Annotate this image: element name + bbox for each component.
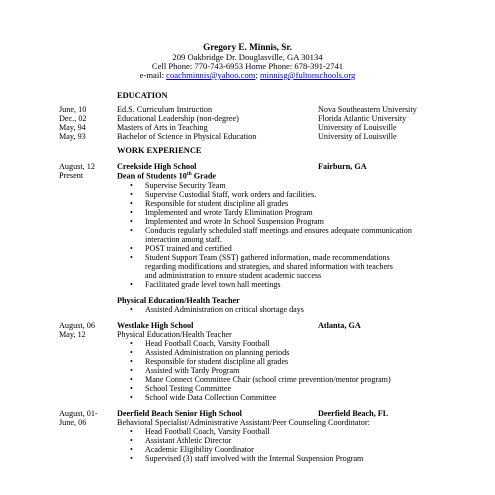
list-item: • Responsible for student discipline all grades xyxy=(145,200,288,208)
address: 209 Oakbridge Dr. Douglasville, GA 30134 xyxy=(172,52,323,62)
education-date: June, 10 xyxy=(59,105,87,114)
list-item: • Head Football Coach, Varsity Football xyxy=(145,340,270,348)
job-date-start: August, 12 xyxy=(59,162,95,171)
email-line xyxy=(0,71,495,80)
education-date: Dec., 02 xyxy=(59,114,87,123)
list-item: • Supervise Security Team xyxy=(145,182,226,190)
list-item: • School wide Data Collection Committee xyxy=(145,394,276,402)
list-item: • Implemented and wrote Tardy Elimination Program xyxy=(145,209,313,217)
list-item: • Implemented and wrote In School Suspension Program xyxy=(145,218,324,226)
list-item: • Assisted Administration on planning periods xyxy=(145,349,289,357)
list-item: • Assisted Administration on critical shortage days xyxy=(145,306,304,314)
list-item: • Academic Eligibility Coordinator xyxy=(145,446,254,454)
list-item: • Assisted with Tardy Program xyxy=(145,367,239,375)
list-item: • Head Football Coach, Varsity Football xyxy=(145,428,270,436)
list-item: • Mane Connect Committee Chair (school crime prevention/mentor program) xyxy=(145,376,391,384)
job-title-superscript: th xyxy=(186,171,192,177)
list-item: • Student Support Team (SST) gathered information, made recommendations xyxy=(145,254,390,262)
list-item: • Responsible for student discipline all grades xyxy=(145,358,288,366)
education-degree: Bachelor of Science in Physical Education xyxy=(117,132,257,141)
job-date-start: August, 06 xyxy=(59,321,95,330)
employer-location: Fairburn, GA xyxy=(318,162,367,171)
job-title: Physical Education/Health Teacher xyxy=(117,330,232,339)
employer-name: Westlake High School xyxy=(117,321,194,330)
education-degree: Masters of Arts in Teaching xyxy=(117,123,208,132)
job-date-end: May, 12 xyxy=(59,330,86,339)
email-label: e-mail: xyxy=(139,70,164,80)
list-item: • Supervised (3) staff involved with the Internal Suspension Program xyxy=(145,455,363,463)
resume-name: Gregory E. Minnis, Sr. xyxy=(203,42,292,52)
education-date: May, 94 xyxy=(59,123,86,132)
employer-name: Creekside High School xyxy=(117,162,197,171)
employer-location: Atlanta, GA xyxy=(318,321,361,330)
education-degree: Educational Leadership (non-degree) xyxy=(117,114,239,123)
education-degree: Ed.S. Curriculum Instruction xyxy=(117,105,213,114)
job-title-text: Dean of Students 10 xyxy=(117,171,187,181)
list-item: • School Testing Committee xyxy=(145,385,231,393)
job-date-end: Present xyxy=(59,171,84,180)
education-heading: EDUCATION xyxy=(117,91,168,100)
education-school: University of Louisville xyxy=(318,123,397,132)
education-school: University of Louisville xyxy=(318,132,397,141)
employer-location: Deerfield Beach, FL xyxy=(318,409,389,418)
job-title: Behavioral Specialist/Administrative Assistant/Peer Counseling Coordinator: xyxy=(117,418,370,427)
list-item: • Conducts regularly scheduled staff meetings and ensures adequate communication xyxy=(145,227,412,235)
job-title xyxy=(117,172,216,181)
education-school: Nova Southeastern University xyxy=(318,105,417,114)
email-link-fulton[interactable]: minnisg@fultonschools.org xyxy=(259,70,356,80)
phone-numbers: Cell Phone: 770-743-6953 Home Phone: 678-391-2741 xyxy=(151,61,344,71)
education-school: Florida Atlantic University xyxy=(318,114,407,123)
list-item: • POST trained and certified xyxy=(145,245,232,253)
email-separator: ; xyxy=(255,70,258,80)
list-item-continuation: interaction among staff. xyxy=(145,235,222,244)
education-date: May, 93 xyxy=(59,132,86,141)
list-item: • Assistant Athletic Director xyxy=(145,437,231,445)
job-title-grade: Grade xyxy=(191,171,217,181)
job-date-start: August, 01- xyxy=(59,409,98,418)
job-subtitle: Physical Education/Health Teacher xyxy=(117,296,240,305)
job-date-end: June, 06 xyxy=(59,418,87,427)
email-link-yahoo[interactable]: coachminnis@yahoo.com xyxy=(166,70,256,80)
work-experience-heading: WORK EXPERIENCE xyxy=(117,146,202,155)
list-item-continuation: and administration to ensure student academic success xyxy=(145,271,322,280)
list-item: • Facilitated grade level town hall meetings xyxy=(145,281,281,289)
list-item: • Supervise Custodial Staff, work orders and facilities. xyxy=(145,191,316,199)
employer-name: Deerfield Beach Senior High School xyxy=(117,409,242,418)
list-item-continuation: regarding modifications and strategies, and shared information with teachers xyxy=(145,262,393,271)
